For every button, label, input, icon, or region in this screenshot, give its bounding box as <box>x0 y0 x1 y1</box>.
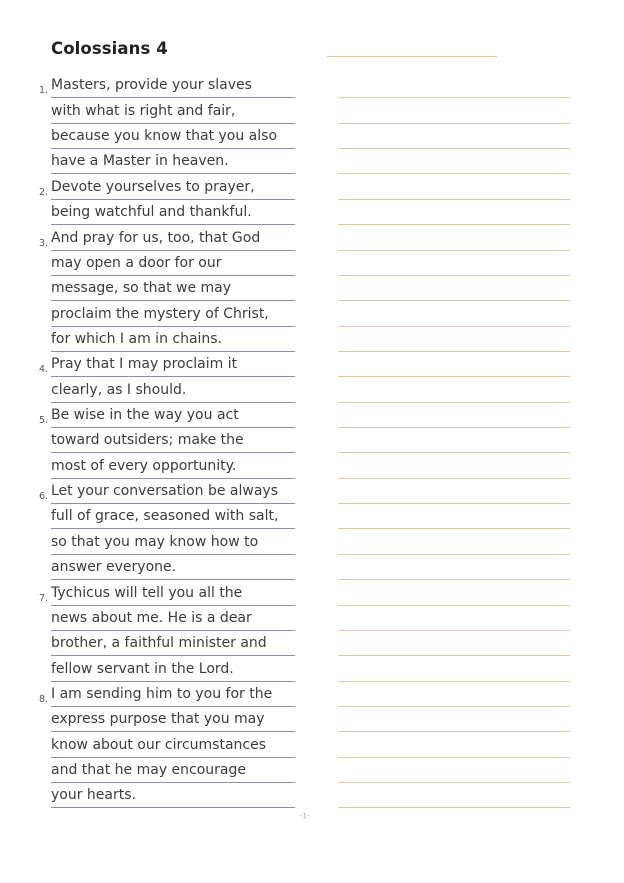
verse-row <box>0 555 624 580</box>
verse-text-line: news about me. He is a dear <box>51 606 295 631</box>
verse-text-line: message, so that we may <box>51 276 295 301</box>
verse-text-line: clearly, as I should. <box>51 378 295 403</box>
page-title: Colossians 4 <box>51 39 168 58</box>
verse-text-line: toward outsiders; make the <box>51 428 295 453</box>
verse-row <box>0 732 624 757</box>
verse-number: 3. <box>39 237 49 249</box>
verse-row <box>0 124 624 149</box>
verse-text-line: I am sending him to you for the <box>51 682 295 707</box>
verse-row <box>0 276 624 301</box>
verse-row <box>0 225 624 250</box>
verse-text-line: And pray for us, too, that God <box>51 226 295 251</box>
verse-text-line: with what is right and fair, <box>51 99 295 124</box>
verse-text-line: Be wise in the way you act <box>51 403 295 428</box>
verse-text-line: your hearts. <box>51 783 295 808</box>
verse-row <box>0 174 624 199</box>
verse-row <box>0 529 624 554</box>
verse-text-line: proclaim the mystery of Christ, <box>51 302 295 327</box>
verse-list <box>0 73 624 808</box>
verse-text-line: know about our circumstances <box>51 733 295 758</box>
verse-row <box>0 301 624 326</box>
verse-row <box>0 251 624 276</box>
verse-row <box>0 98 624 123</box>
verse-number: 2. <box>39 186 49 198</box>
verse-number: 5. <box>39 415 49 427</box>
verse-text-line: brother, a faithful minister and <box>51 631 295 656</box>
verse-row <box>0 428 624 453</box>
verse-text-line: Devote yourselves to prayer, <box>51 175 295 200</box>
verse-row <box>0 403 624 428</box>
verse-text-line: because you know that you also <box>51 124 295 149</box>
verse-text-line: and that he may encourage <box>51 758 295 783</box>
verse-text-line: express purpose that you may <box>51 707 295 732</box>
verse-row <box>0 352 624 377</box>
verse-row <box>0 479 624 504</box>
verse-text-line: full of grace, seasoned with salt, <box>51 504 295 529</box>
verse-text-line: may open a door for our <box>51 251 295 276</box>
verse-row <box>0 149 624 174</box>
verse-number: 4. <box>39 364 49 376</box>
verse-text-line: Let your conversation be always <box>51 479 295 504</box>
verse-text-line: Pray that I may proclaim it <box>51 352 295 377</box>
verse-text-line: Tychicus will tell you all the <box>51 581 295 606</box>
verse-text-line: for which I am in chains. <box>51 327 295 352</box>
verse-text-line: being watchful and thankful. <box>51 200 295 225</box>
verse-row <box>0 73 624 98</box>
verse-row <box>0 783 624 808</box>
name-writing-line[interactable] <box>327 56 497 57</box>
page-number: -1- <box>300 812 310 820</box>
verse-row <box>0 631 624 656</box>
verse-row <box>0 327 624 352</box>
verse-text-line: Masters, provide your slaves <box>51 73 295 98</box>
verse-text-line: fellow servant in the Lord. <box>51 657 295 682</box>
verse-row <box>0 580 624 605</box>
verse-row <box>0 453 624 478</box>
verse-number: 8. <box>39 693 49 705</box>
verse-text-line: answer everyone. <box>51 555 295 580</box>
verse-text-line: so that you may know how to <box>51 530 295 555</box>
copy-writing-line[interactable] <box>338 807 570 808</box>
verse-row <box>0 682 624 707</box>
verse-number: 1. <box>39 85 49 97</box>
verse-number: 6. <box>39 491 49 503</box>
verse-row <box>0 606 624 631</box>
verse-number: 7. <box>39 592 49 604</box>
verse-row <box>0 758 624 783</box>
verse-text-line: most of every opportunity. <box>51 454 295 479</box>
verse-row <box>0 377 624 402</box>
verse-text-line: have a Master in heaven. <box>51 149 295 174</box>
verse-row <box>0 200 624 225</box>
verse-row <box>0 656 624 681</box>
verse-row <box>0 707 624 732</box>
verse-row <box>0 504 624 529</box>
